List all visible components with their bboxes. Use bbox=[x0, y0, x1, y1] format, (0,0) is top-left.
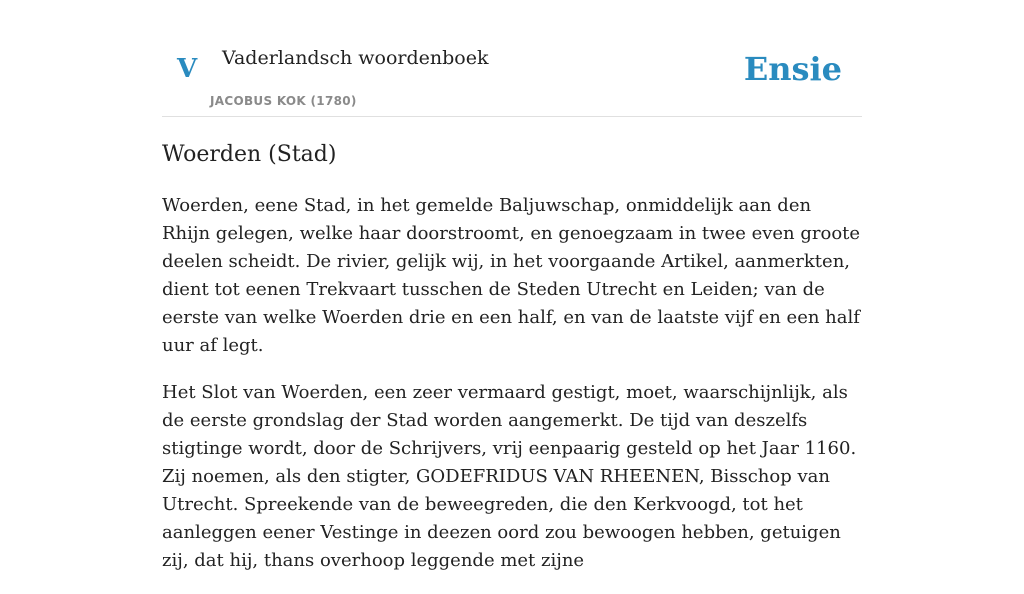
book-author: JACOBUS KOK (1780) bbox=[210, 94, 357, 108]
ensie-logo[interactable]: Ensie bbox=[743, 50, 842, 88]
book-letter-badge[interactable]: V bbox=[177, 54, 198, 84]
entry-paragraph: Woerden, eene Stad, in het gemelde Baljuwschap, onmiddelijk aan den Rhijn gelegen, welke haar doorstroomt, en genoegzaam in twee even groote deelen scheidt. De rivier, gelijk wij, in het voorgaande Artikel, aanmerkten, dient tot eenen Trekvaart tusschen de Steden Utrecht en Leiden; van de eerste van welke Woerden drie en een half, en van de laatste vijf en een half uur af legt. bbox=[162, 195, 861, 356]
entry-title: Woerden (Stad) bbox=[162, 142, 337, 167]
header bbox=[162, 0, 862, 117]
entry-content bbox=[162, 192, 862, 594]
book-title-link[interactable]: Vaderlandsch woordenboek bbox=[222, 47, 489, 69]
entry-paragraph: Het Slot van Woerden, een zeer vermaard gestigt, moet, waarschijnlijk, als de eerste grondslag der Stad worden aangemerkt. De tijd van deszelfs stigtinge wordt, door de Schrijvers, vrij eenpaarig gesteld op het Jaar 1160. Zij noemen, als den stigter, GODEFRIDUS VAN RHEENEN, Bisschop van Utrecht. Spreekende van de beweegreden, die den Kerkvoogd, tot het aanleggen eener Vestinge in deezen oord zou bewoogen hebben, getuigen zij, dat hij, thans overhoop leggende met zijne bbox=[162, 382, 857, 571]
